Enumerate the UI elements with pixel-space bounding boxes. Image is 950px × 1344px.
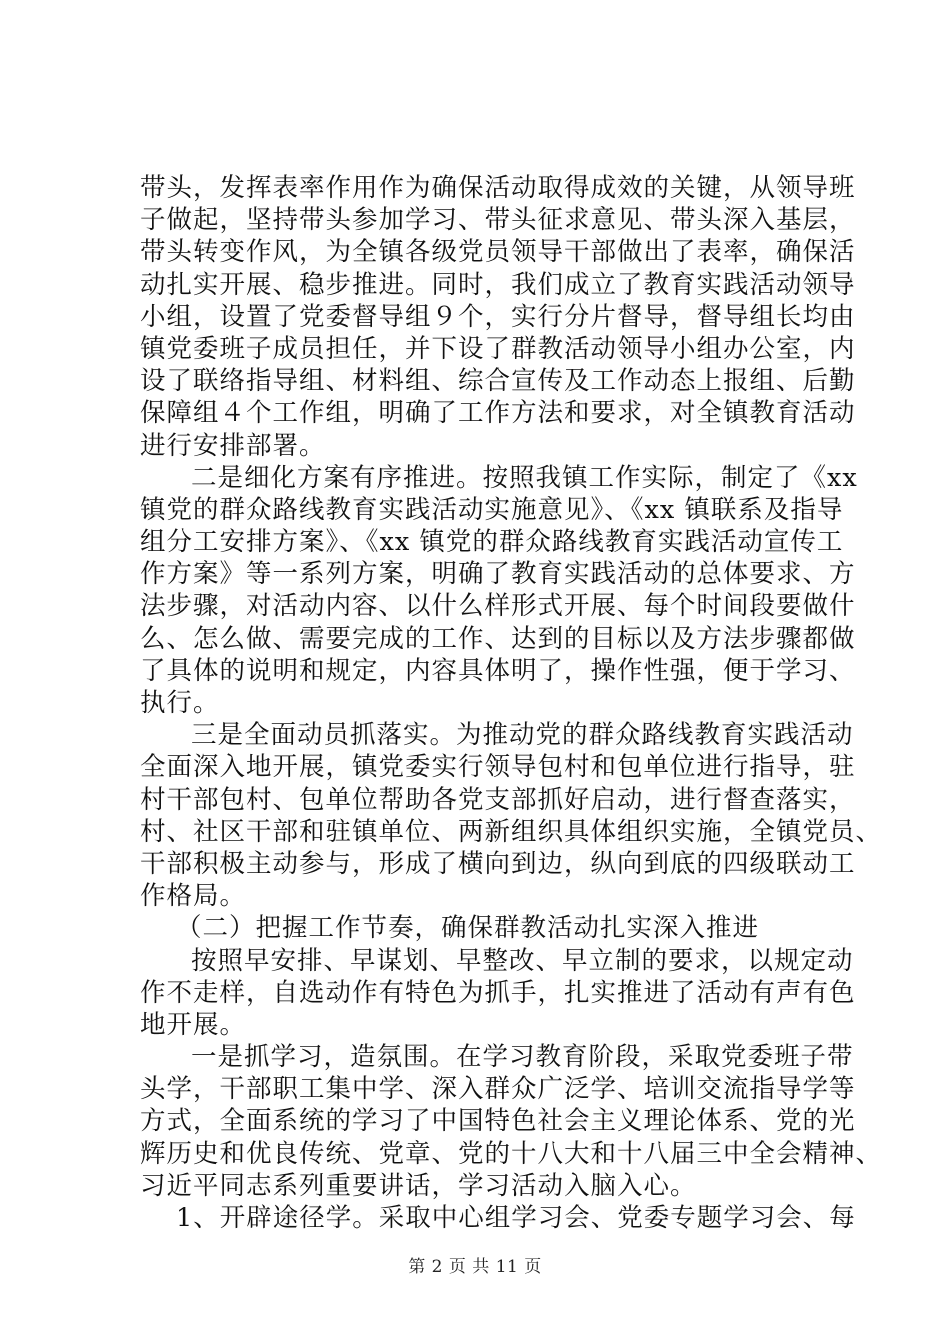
text-line: 带头，发挥表率作用作为确保活动取得成效的关键，从领导班 xyxy=(140,173,856,203)
text-line: 设了联络指导组、材料组、综合宣传及工作动态上报组、后勤 xyxy=(140,366,856,397)
text-line: 全面深入地开展，镇党委实行领导包村和包单位进行指导，驻 xyxy=(140,752,856,783)
page-footer xyxy=(0,1252,950,1277)
text-line: 地开展。 xyxy=(140,1009,247,1040)
text-line: 作方案》等一系列方案，明确了教育实践活动的总体要求、方 xyxy=(140,559,856,590)
text-line: 作格局。 xyxy=(140,881,247,912)
text-line: 镇党的群众路线教育实践活动实施意见》、《xx 镇联系及指导 xyxy=(140,494,844,525)
text-line: 带头转变作风，为全镇各级党员领导干部做出了表率，确保活 xyxy=(140,237,856,268)
text-line: 动扎实开展、稳步推进。同时，我们成立了教育实践活动领导 xyxy=(140,269,856,300)
text-line: 了具体的说明和规定，内容具体明了，操作性强，便于学习、 xyxy=(140,655,856,686)
paragraph-start-line: 二是细化方案有序推进。按照我镇工作实际，制定了《xx xyxy=(191,462,858,493)
page-number-label: 第 2 页 共 11 页 xyxy=(408,1257,542,1277)
paragraph-start-line: 三是全面动员抓落实。为推动党的群众路线教育实践活动 xyxy=(191,720,854,751)
text-line: 组分工安排方案》、《xx 镇党的群众路线教育实践活动宣传工 xyxy=(140,527,844,558)
text-line: 头学，干部职工集中学、深入群众广泛学、培训交流指导学等 xyxy=(140,1074,856,1105)
text-line: 执行。 xyxy=(140,688,220,718)
text-line: 干部积极主动参与，形成了横向到边，纵向到底的四级联动工 xyxy=(140,848,856,879)
text-line: 进行安排部署。 xyxy=(140,430,326,461)
text-line: 方式，全面系统的学习了中国特色社会主义理论体系、党的光 xyxy=(140,1106,856,1137)
section-heading: （二）把握工作节奏，确保群教活动扎实深入推进 xyxy=(176,913,760,944)
text-line: 么、怎么做、需要完成的工作、达到的目标以及方法步骤都做 xyxy=(140,623,856,654)
text-line: 村干部包村、包单位帮助各党支部抓好启动，进行督查落实， xyxy=(140,784,856,815)
paragraph-start-line: 一是抓学习，造氛围。在学习教育阶段，采取党委班子带 xyxy=(191,1042,854,1073)
paragraph-start-line: 按照早安排、早谋划、早整改、早立制的要求，以规定动 xyxy=(191,945,854,976)
paragraph-start-line: 1、开辟途径学。采取中心组学习会、党委专题学习会、每 xyxy=(176,1203,856,1233)
text-line: 习近平同志系列重要讲话，学习活动入脑入心。 xyxy=(140,1170,697,1201)
text-line: 子做起，坚持带头参加学习、带头征求意见、带头深入基层， xyxy=(140,205,856,236)
text-line: 保障组４个工作组，明确了工作方法和要求，对全镇教育活动 xyxy=(140,398,856,429)
text-line: 小组，设置了党委督导组９个，实行分片督导，督导组长均由 xyxy=(140,301,856,332)
text-line: 法步骤，对活动内容、以什么样形式开展、每个时间段要做什 xyxy=(140,591,856,622)
text-line: 村、社区干部和驻镇单位、两新组织具体组织实施，全镇党员、 xyxy=(140,816,883,847)
text-line: 辉历史和优良传统、党章、党的十八大和十八届三中全会精神、 xyxy=(140,1138,883,1169)
body-text xyxy=(140,172,883,1234)
text-line: 镇党委班子成员担任，并下设了群教活动领导小组办公室，内 xyxy=(140,333,856,364)
text-line: 作不走样，自选动作有特色为抓手，扎实推进了活动有声有色 xyxy=(140,977,856,1008)
